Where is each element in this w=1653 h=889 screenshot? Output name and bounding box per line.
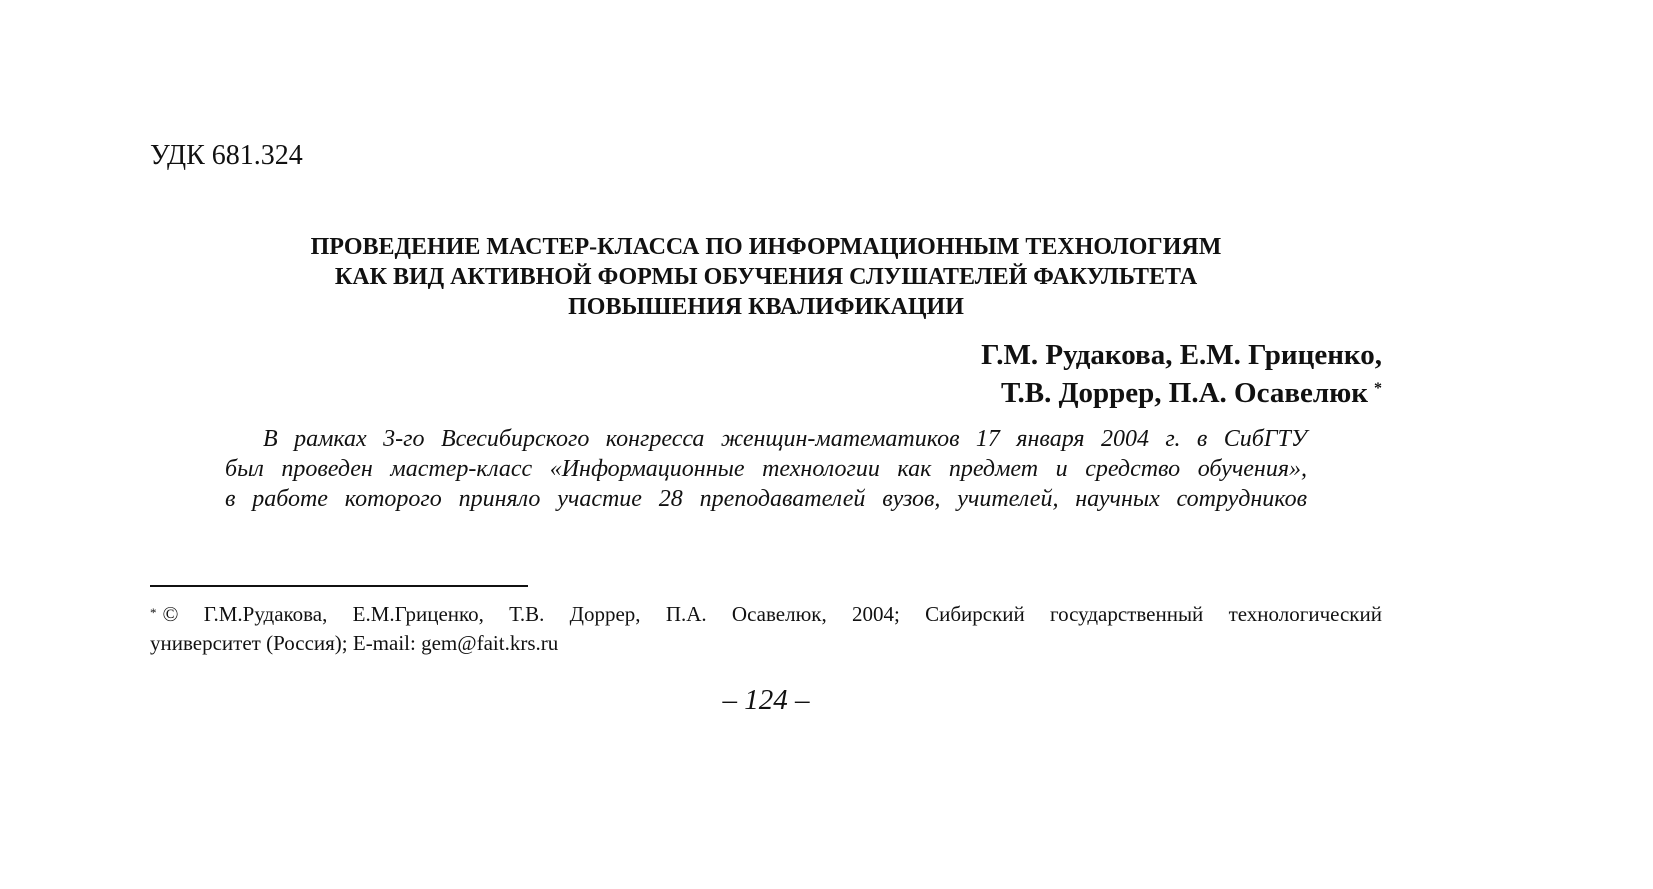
article-title xyxy=(150,232,1382,322)
footnote-line xyxy=(150,600,1382,629)
footnote-text-continued: университет (Россия); E-mail: gem@fait.krs.ru xyxy=(150,631,559,655)
udc-code: УДК 681.324 xyxy=(150,140,303,171)
authors-line-text: Т.В. Доррер, П.А. Осавелюк xyxy=(1001,377,1368,409)
authors-line: Г.М. Рудакова, Е.М. Гриценко, xyxy=(981,339,1382,371)
abstract-line: был проведен мастер-класс «Информационные технологии как предмет и средство обучения», xyxy=(225,456,1307,482)
footnote-line xyxy=(150,629,1382,658)
page-number: – 124 – xyxy=(722,684,810,716)
abstract xyxy=(225,424,1307,514)
authors-block xyxy=(981,336,1382,412)
footnote-mark: * xyxy=(150,605,157,620)
title-line: ПОВЫШЕНИЯ КВАЛИФИКАЦИИ xyxy=(568,294,964,320)
abstract-line: в работе которого приняло участие 28 преподавателей вузов, учителей, научных сотрудников xyxy=(225,486,1307,512)
title-line: ПРОВЕДЕНИЕ МАСТЕР-КЛАССА ПО ИНФОРМАЦИОННЫМ ТЕХНОЛОГИЯМ xyxy=(310,234,1222,260)
footnote-divider xyxy=(150,585,528,587)
title-line: КАК ВИД АКТИВНОЙ ФОРМЫ ОБУЧЕНИЯ СЛУШАТЕЛЕЙ ФАКУЛЬТЕТА xyxy=(334,264,1198,290)
footnote xyxy=(150,600,1382,658)
abstract-line: В рамках 3-го Всесибирского конгресса женщин-математиков 17 января 2004 г. в СибГТУ xyxy=(263,426,1307,452)
footnote-text: © Г.М.Рудакова, Е.М.Гриценко, Т.В. Доррер, П.А. Осавелюк, 2004; Сибирский государственный технологический xyxy=(162,602,1382,626)
authors-line xyxy=(981,374,1382,412)
author-footnote-mark[interactable]: * xyxy=(1374,380,1382,397)
